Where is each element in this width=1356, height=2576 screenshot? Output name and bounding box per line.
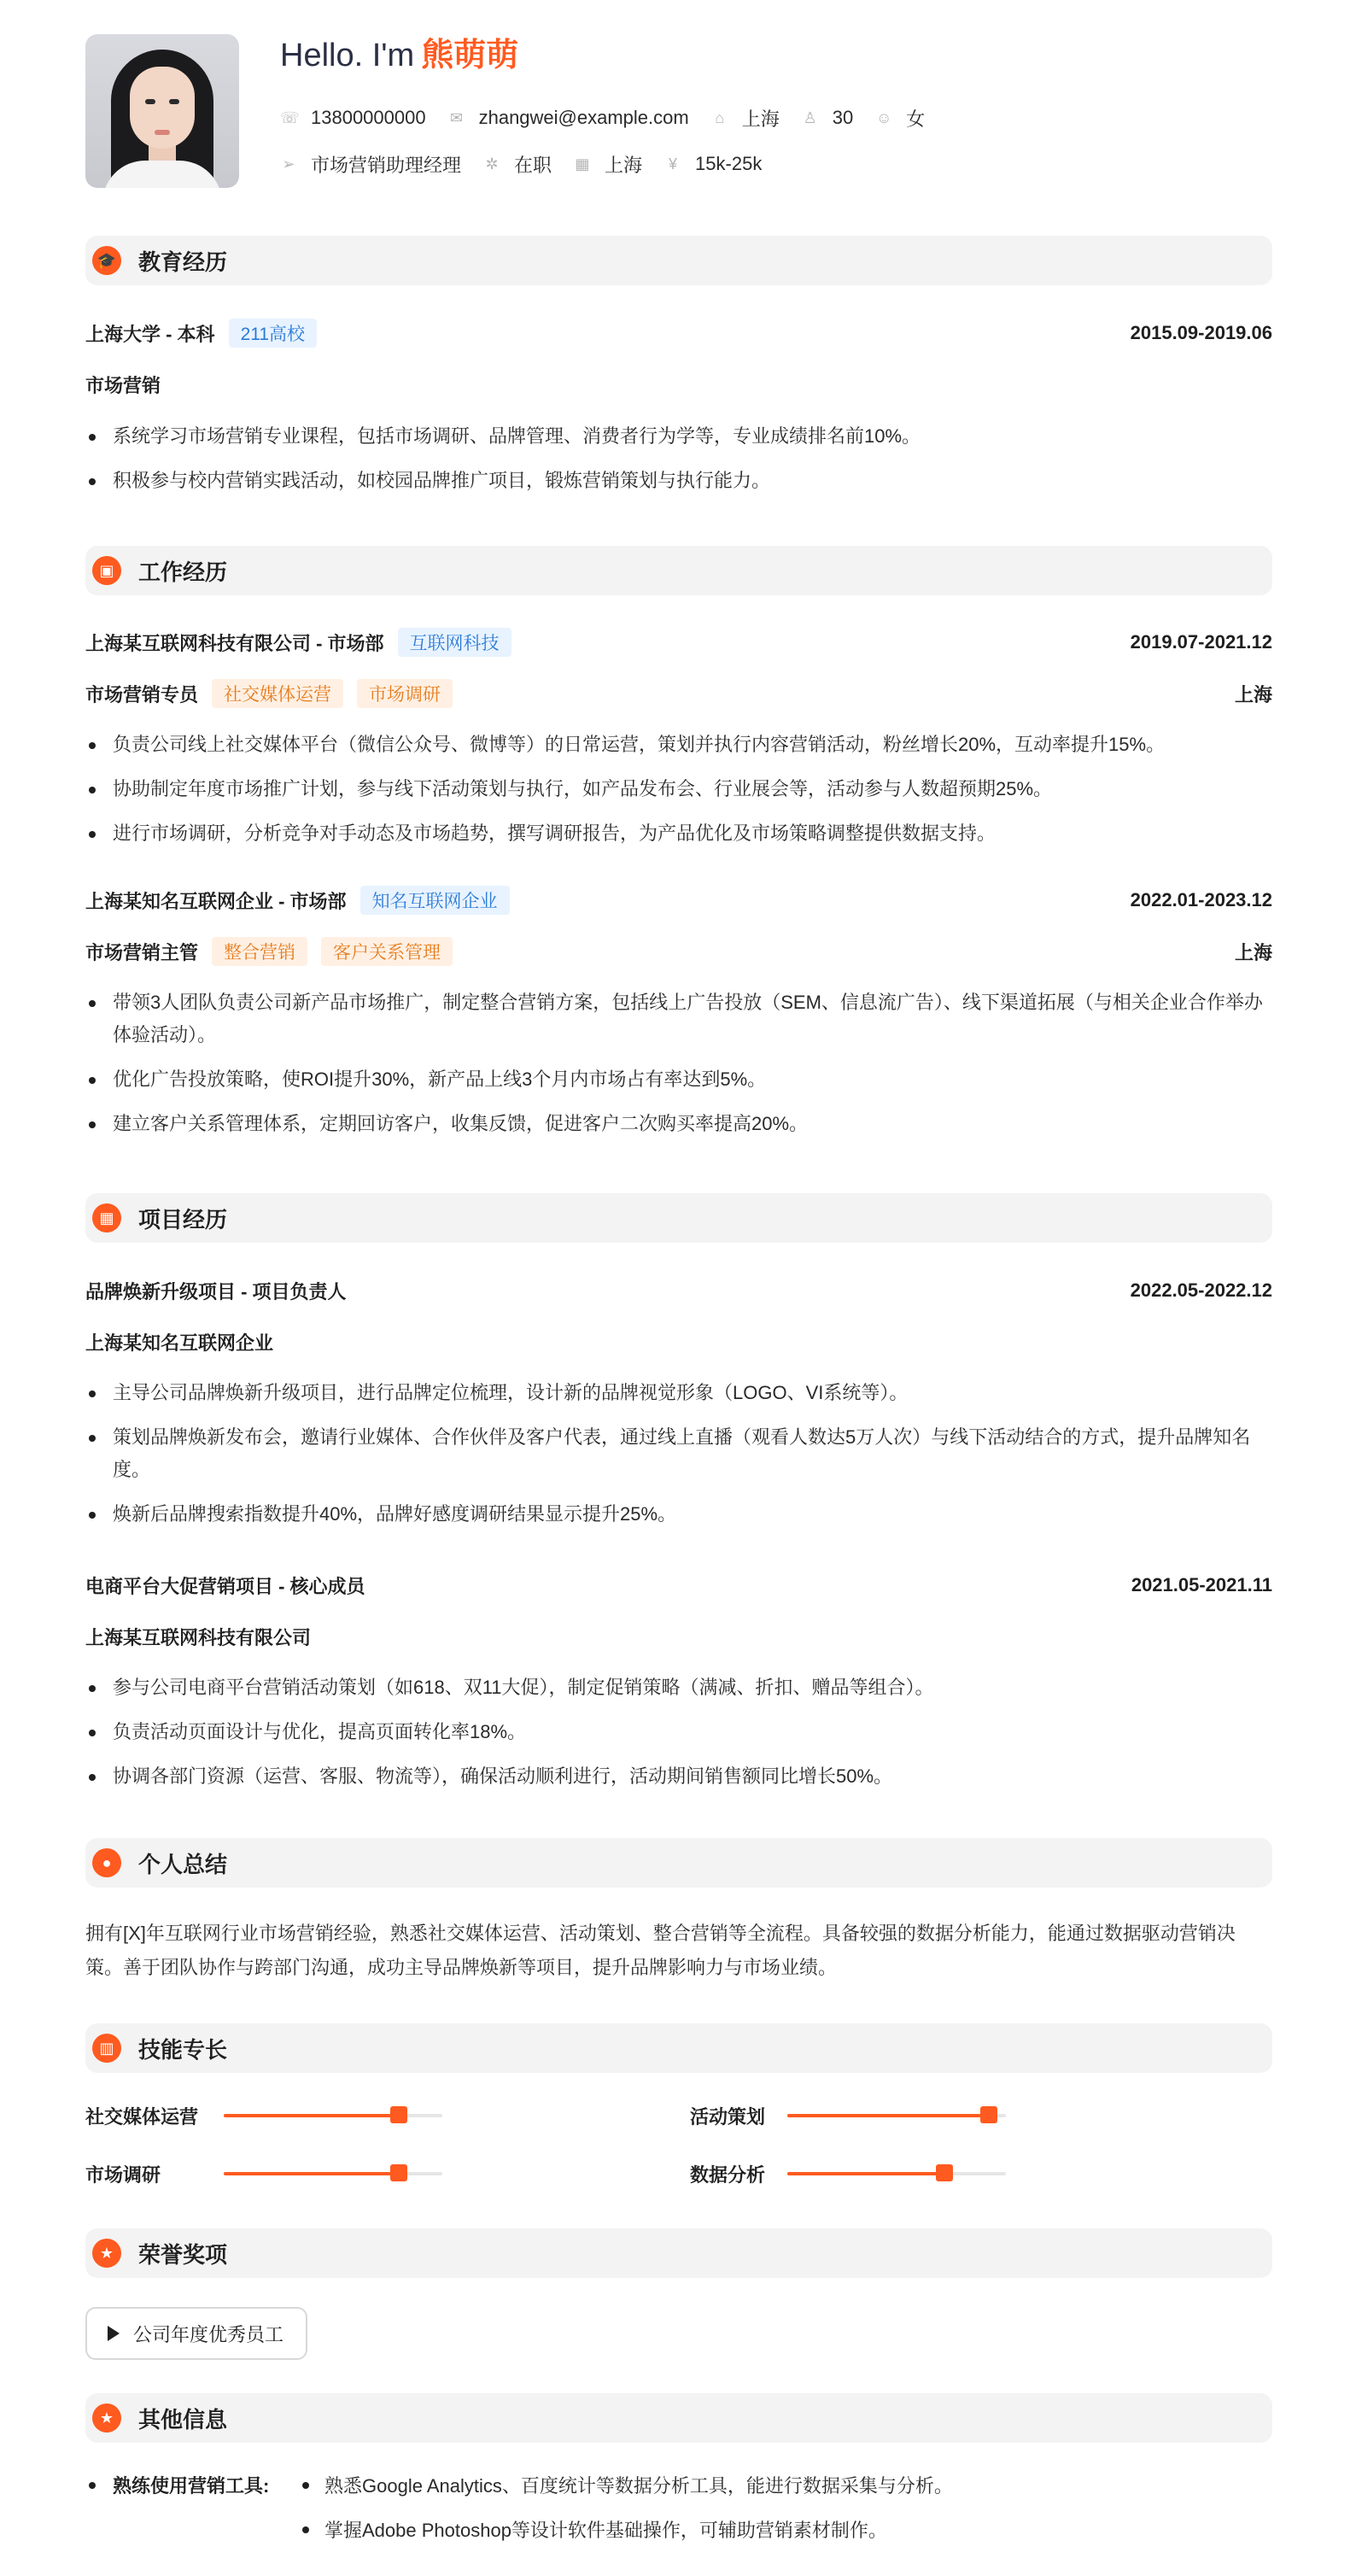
list-item: 积极参与校内营销实践活动，如校园品牌推广项目，锻炼营销策划与执行能力。 [85, 465, 1272, 497]
graduation-cap-icon: 🎓 [92, 246, 121, 275]
status-text: 在职 [514, 154, 552, 176]
job-city: 上海 [1234, 941, 1272, 963]
project-org-row [85, 1622, 1272, 1651]
email-text: zhangwei@example.com [478, 107, 689, 128]
project-org-row [85, 1327, 1272, 1356]
list-item: 参与公司电商平台营销活动策划（如618、双11大促），制定促销策略（满减、折扣、赠品等组合）。 [85, 1671, 1272, 1704]
age-icon: ♙ [803, 109, 817, 126]
section-title: 荣誉奖项 [138, 2241, 228, 2268]
summary-text: 拥有[X]年互联网行业市场营销经验，熟悉社交媒体运营、活动策划、整合营销等全流程。具备较强的数据分析能力，能通过数据驱动营销决策。善于团队协作与跨部门沟通，成功主导品牌焕新等项目，提升品牌影响力与市场业绩。 [85, 1923, 1236, 1978]
education-bullets [85, 420, 1272, 509]
section-projects [85, 1193, 1272, 1243]
company-tag: 互联网科技 [398, 628, 511, 657]
list-item: 熟悉Google Analytics、百度统计等数据分析工具，能进行数据采集与分析。 [324, 2475, 953, 2497]
list-item: 掌握Adobe Photoshop等设计软件基础操作，可辅助营销素材制作。 [324, 2520, 887, 2541]
job-city: 上海 [1234, 683, 1272, 705]
award-icon: ★ [92, 2403, 121, 2433]
skill-level-marker [390, 2106, 407, 2123]
gender-icon: ☺ [876, 109, 892, 126]
user-icon: ● [92, 1848, 121, 1877]
target-job-text: 市场营销助理经理 [311, 154, 462, 176]
section-title: 个人总结 [138, 1851, 228, 1877]
skill-tag: 整合营销 [212, 937, 307, 966]
phone-text: 13800000000 [311, 107, 426, 128]
home-icon: ⌂ [715, 109, 725, 126]
job-date: 2022.01-2023.12 [1130, 889, 1272, 910]
major-text: 市场营销 [85, 374, 161, 396]
list-item: 建立客户关系管理体系，定期回访客户，收集反馈，促进客户二次购买率提高20%。 [85, 1108, 1272, 1140]
contact-row [280, 105, 947, 131]
list-item: 协助制定年度市场推广计划，参与线下活动策划与执行，如产品发布会、行业展会等，活动参与人数超预期25%。 [85, 773, 1272, 805]
section-other [85, 2393, 1272, 2443]
avatar [85, 34, 239, 188]
position-name: 市场营销主管 [85, 941, 199, 963]
award-icon: ★ [92, 2239, 121, 2268]
honor-item [85, 2307, 307, 2360]
list-item: 协调各部门资源（运营、客服、物流等），确保活动顺利进行，活动期间销售额同比增长50%。 [85, 1760, 1272, 1793]
skill-bar [224, 2114, 442, 2117]
list-item: 负责公司线上社交媒体平台（微信公众号、微博等）的日常运营，策划并执行内容营销活动，粉丝增长20%，互动率提升15%。 [85, 729, 1272, 761]
position-name: 市场营销专员 [85, 683, 199, 705]
section-title: 其他信息 [138, 2406, 228, 2433]
list-item: 策划品牌焕新发布会，邀请行业媒体、合作伙伴及客户代表，通过线上直播（观看人数达5万人次）与线下活动结合的方式，提升品牌知名度。 [85, 1421, 1272, 1486]
position-row [85, 937, 1272, 966]
home-city-text: 上海 [741, 108, 780, 130]
resume-page [85, 34, 1272, 2541]
triangle-icon [108, 2326, 120, 2341]
skill-item [690, 2103, 1006, 2128]
status-icon: ✲ [485, 155, 499, 173]
project-org: 上海某互联网科技有限公司 [85, 1626, 312, 1648]
project-name: 电商平台大促营销项目 - 核心成员 [85, 1575, 365, 1597]
skill-name: 社交媒体运营 [85, 2105, 199, 2128]
project-row [85, 1276, 1272, 1305]
section-title: 技能专长 [138, 2036, 228, 2063]
section-title: 教育经历 [138, 249, 228, 275]
section-title: 项目经历 [138, 1206, 228, 1232]
gender-text: 女 [906, 108, 926, 130]
section-skills [85, 2023, 1272, 2073]
section-honors [85, 2228, 1272, 2278]
skill-level-marker [390, 2164, 407, 2181]
list-item: 主导公司品牌焕新升级项目，进行品牌定位梳理，设计新的品牌视觉形象（LOGO、VI系统等）。 [85, 1377, 1272, 1409]
briefcase-icon: ▣ [92, 556, 121, 585]
job-row [85, 628, 1272, 657]
skill-level-marker [936, 2164, 953, 2181]
section-title: 工作经历 [138, 559, 228, 585]
position-row [85, 679, 1272, 708]
section-work [85, 546, 1272, 595]
work-city-text: 上海 [605, 154, 643, 176]
job-bullets [85, 729, 1272, 862]
job-bullets [85, 986, 1272, 1152]
skill-name: 活动策划 [690, 2105, 766, 2128]
honor-name: 公司年度优秀员工 [133, 2323, 284, 2345]
mail-icon: ✉ [450, 109, 464, 126]
send-icon: ➢ [282, 155, 295, 173]
job-date: 2019.07-2021.12 [1130, 631, 1272, 653]
skill-bar [224, 2172, 442, 2175]
project-name: 品牌焕新升级项目 - 项目负责人 [85, 1280, 347, 1303]
building-icon: ▦ [575, 155, 590, 173]
candidate-name: 熊萌萌 [421, 38, 519, 73]
project-date: 2021.05-2021.11 [1131, 1574, 1272, 1595]
project-bullets [85, 1671, 1272, 1805]
project-date: 2022.05-2022.12 [1130, 1279, 1272, 1301]
education-row [85, 319, 1272, 348]
resume-header [85, 34, 1272, 188]
company-tag: 知名互联网企业 [360, 886, 510, 915]
skill-level-marker [980, 2106, 997, 2123]
other-info [85, 2472, 1272, 2566]
greeting-title: Hello. I'm 熊萌萌 [280, 38, 519, 73]
bar-chart-icon: ▥ [92, 2034, 121, 2063]
job-row [85, 886, 1272, 915]
list-item: 系统学习市场营销专业课程，包括市场调研、品牌管理、消费者行为学等，专业成绩排名前10%。 [85, 420, 1272, 453]
skill-tag: 市场调研 [357, 679, 453, 708]
phone-icon: ☏ [280, 109, 300, 126]
company-name: 上海某互联网科技有限公司 - 市场部 [85, 632, 384, 654]
skill-item [690, 2161, 1006, 2187]
project-row [85, 1571, 1272, 1600]
salary-icon: ¥ [669, 155, 678, 173]
age-text: 30 [832, 107, 854, 128]
skill-bar [787, 2114, 1006, 2117]
project-bullets [85, 1377, 1272, 1543]
section-summary [85, 1838, 1272, 1888]
major-row [85, 370, 1272, 399]
list-item: 焕新后品牌搜索指数提升40%，品牌好感度调研结果显示提升25%。 [85, 1498, 1272, 1531]
other-label: 熟练使用营销工具: [113, 2475, 270, 2497]
skill-bar [787, 2172, 1006, 2175]
education-date: 2015.09-2019.06 [1130, 322, 1272, 343]
project-org: 上海某知名互联网企业 [85, 1332, 274, 1354]
grid-icon: ▦ [92, 1203, 121, 1232]
job-intent-row [280, 151, 784, 177]
skill-item [85, 2103, 442, 2128]
salary-text: 15k-25k [695, 153, 763, 174]
skill-name: 数据分析 [690, 2163, 766, 2186]
list-item: 进行市场调研，分析竞争对手动态及市场趋势，撰写调研报告，为产品优化及市场策略调整提供数据支持。 [85, 817, 1272, 850]
section-education [85, 236, 1272, 285]
skill-name: 市场调研 [85, 2163, 161, 2186]
list-item: 带领3人团队负责公司新产品市场推广，制定整合营销方案，包括线上广告投放（SEM、信息流广告）、线下渠道拓展（与相关企业合作举办体验活动）。 [85, 986, 1272, 1051]
company-name: 上海某知名互联网企业 - 市场部 [85, 890, 347, 912]
skill-tag: 社交媒体运营 [212, 679, 343, 708]
school-name: 上海大学 - 本科 [85, 323, 215, 345]
skill-tag: 客户关系管理 [321, 937, 453, 966]
skill-item [85, 2161, 442, 2187]
list-item: 负责活动页面设计与优化，提高页面转化率18%。 [85, 1716, 1272, 1748]
school-tag: 211高校 [229, 319, 317, 348]
list-item: 优化广告投放策略，使ROI提升30%，新产品上线3个月内市场占有率达到5%。 [85, 1063, 1272, 1096]
